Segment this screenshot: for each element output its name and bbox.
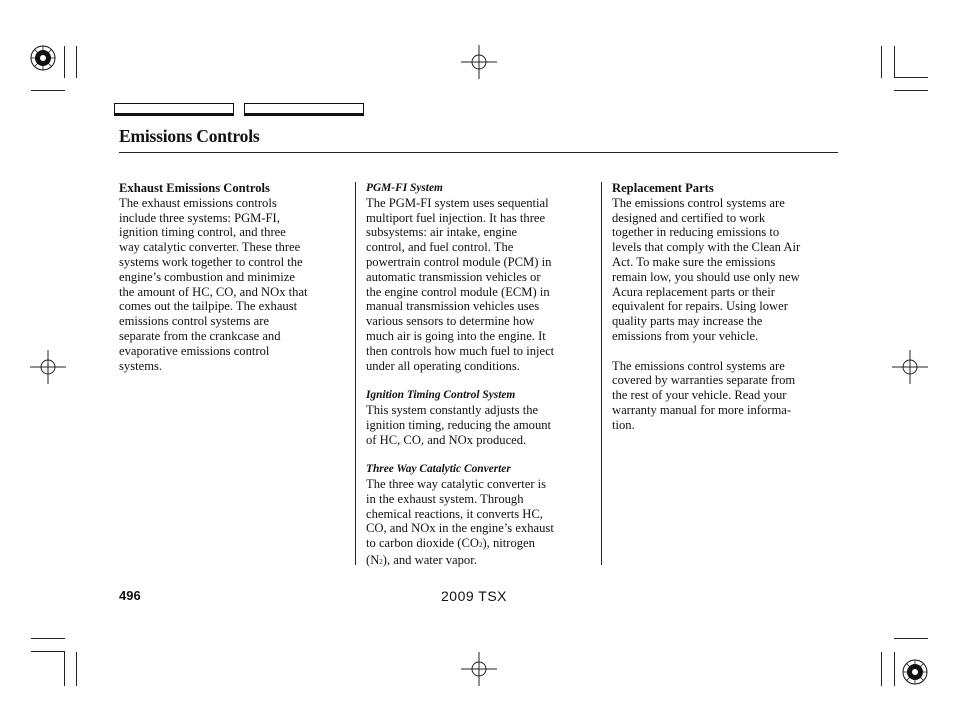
text-line: under all operating conditions. xyxy=(366,358,520,373)
text-line: in the exhaust system. Through xyxy=(366,491,524,506)
text-line: systems work together to control the xyxy=(119,254,303,269)
text-line: multiport fuel injection. It has three xyxy=(366,210,546,225)
header-tab-box-2 xyxy=(244,103,364,116)
column-systems xyxy=(366,181,598,570)
text-line: separate from the crankcase and xyxy=(119,328,281,343)
text-line: the engine control module (ECM) in xyxy=(366,284,550,299)
text-line: evaporative emissions control xyxy=(119,343,270,358)
column-divider xyxy=(601,182,602,565)
text-line: ignition timing, reducing the amount xyxy=(366,417,552,432)
register-crosshair-icon xyxy=(892,350,928,384)
section-heading: Replacement Parts xyxy=(612,181,714,195)
text-line: subsystems: air intake, engine xyxy=(366,225,518,240)
text-line: much air is going into the engine. It xyxy=(366,328,546,343)
text-line: CO, and NOx in the engine’s exhaust xyxy=(366,521,554,536)
text-line: the amount of HC, CO, and NOx that xyxy=(119,284,308,299)
text-line: include three systems: PGM-FI, xyxy=(119,210,280,225)
text-line: chemical reactions, it converts HC, xyxy=(366,506,543,521)
text-line: warranty manual for more informa- xyxy=(612,402,792,417)
header-tab-box-1 xyxy=(114,103,234,116)
text-line: various sensors to determine how xyxy=(366,314,535,329)
text-line: Act. To make sure the emissions xyxy=(612,254,776,269)
text-line: The emissions control systems are xyxy=(612,358,785,373)
text-line: engine’s combustion and minimize xyxy=(119,269,295,284)
page-title: Emissions Controls xyxy=(119,126,260,146)
register-crosshair-icon xyxy=(30,350,66,384)
text-line: remain low, you should use only new xyxy=(612,269,800,284)
text-line: systems. xyxy=(119,358,163,373)
page-number: 496 xyxy=(119,588,141,603)
text-line: quality parts may increase the xyxy=(612,314,763,329)
text-line xyxy=(366,536,598,553)
text-line: designed and certified to work xyxy=(612,210,766,225)
text-line: control, and fuel control. The xyxy=(366,240,514,255)
text-line: The PGM-FI system uses sequential xyxy=(366,195,549,210)
section-heading: PGM-FI System xyxy=(366,182,443,194)
text-line: Acura replacement parts or their xyxy=(612,284,775,299)
text-line: covered by warranties separate from xyxy=(612,373,796,388)
text-line: The emissions control systems are xyxy=(612,195,785,210)
text-line: powertrain control module (PCM) in xyxy=(366,254,552,269)
register-crosshair-icon xyxy=(461,652,497,686)
text-line: equivalent for repairs. Using lower xyxy=(612,299,788,314)
registration-burst-icon xyxy=(900,656,930,690)
text-line: The three way catalytic converter is xyxy=(366,476,547,491)
section-heading: Exhaust Emissions Controls xyxy=(119,181,270,195)
text-line: automatic transmission vehicles or xyxy=(366,269,541,284)
text-fragment: ), nitrogen xyxy=(482,536,535,551)
subscript: 2 xyxy=(379,557,383,566)
registration-burst-icon xyxy=(28,40,58,80)
text-line: way catalytic converter. These three xyxy=(119,240,301,255)
text-line: ignition timing control, and three xyxy=(119,225,286,240)
text-line: together in reducing emissions to xyxy=(612,225,780,240)
text-line: This system constantly adjusts the xyxy=(366,402,539,417)
text-line: tion. xyxy=(612,417,635,432)
text-line: the rest of your vehicle. Read your xyxy=(612,388,787,403)
text-line: of HC, CO, and NOx produced. xyxy=(366,432,527,447)
text-line: emissions control systems are xyxy=(119,314,270,329)
column-exhaust-emissions xyxy=(119,181,351,373)
title-rule xyxy=(119,152,838,153)
column-divider xyxy=(355,182,356,565)
text-line xyxy=(366,553,598,570)
text-line: then controls how much fuel to inject xyxy=(366,343,555,358)
register-crosshair-icon xyxy=(461,45,497,79)
text-line: comes out the tailpipe. The exhaust xyxy=(119,299,298,314)
text-fragment: (N xyxy=(366,552,380,567)
subscript: 2 xyxy=(478,541,483,550)
section-heading: Ignition Timing Control System xyxy=(366,389,516,402)
text-line: The exhaust emissions controls xyxy=(119,195,277,210)
model-label: 2009 TSX xyxy=(441,588,508,604)
text-line: manual transmission vehicles uses xyxy=(366,299,540,314)
text-line: levels that comply with the Clean Air xyxy=(612,240,801,255)
text-line: emissions from your vehicle. xyxy=(612,328,759,343)
section-heading: Three Way Catalytic Converter xyxy=(366,463,511,476)
column-replacement-parts xyxy=(612,181,844,433)
text-fragment: ), and water vapor. xyxy=(382,552,477,567)
text-fragment: to carbon dioxide (CO xyxy=(366,536,479,551)
